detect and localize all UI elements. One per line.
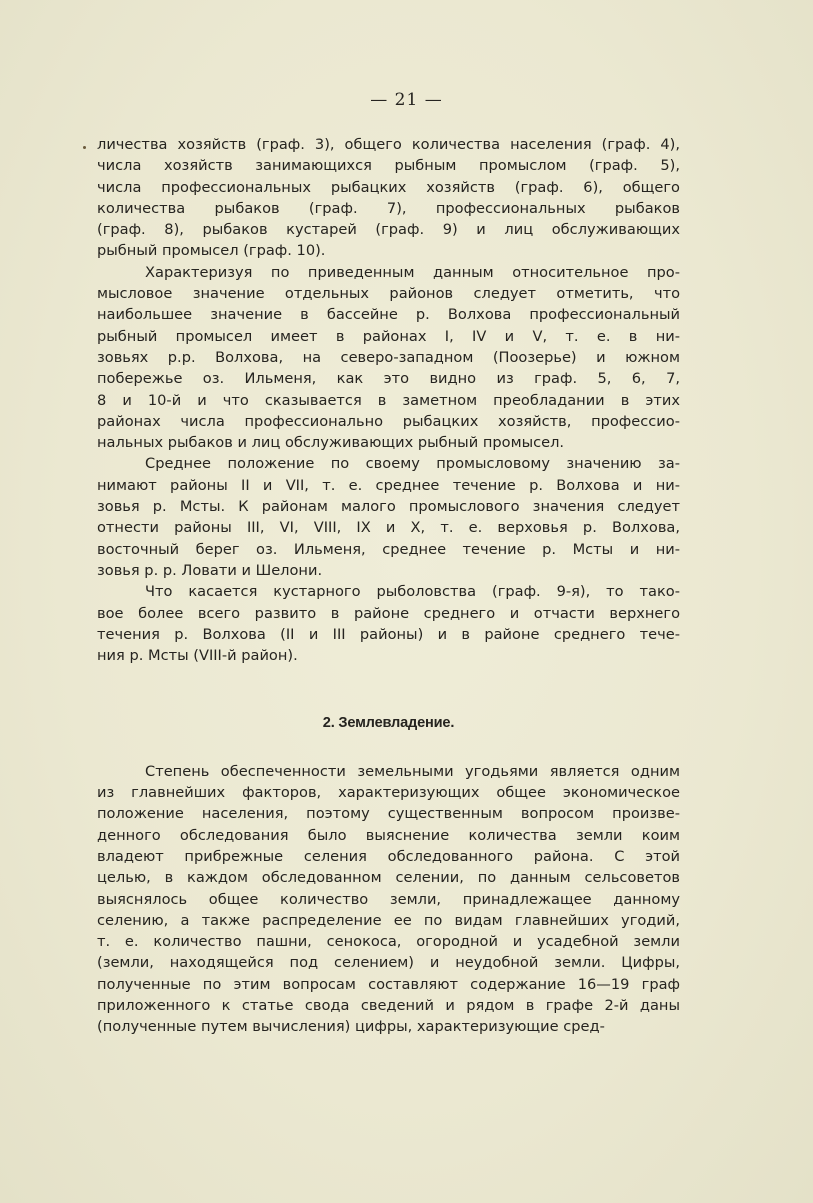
paragraph [97,262,680,454]
text-line: восточный берег оз. Ильменя, среднее течение р. Мсты и ни- [97,540,680,558]
text-line: приложенного к статье свода сведений и рядом в графе 2-й даны [97,996,680,1014]
text-line: Среднее положение по своему промысловому значению за- [145,455,680,473]
text-line: Что касается кустарного рыболовства (граф. 9-я), то тако- [145,583,680,601]
text-line: зовьях р.р. Волхова, на северо-западном (Поозерье) и южном [97,348,680,366]
text-line: из главнейших факторов, характеризующих общее экономическое [97,784,680,802]
text-line: личества хозяйств (граф. 3), общего количества населения (граф. 4), [97,136,680,153]
text-line: (земли, находящейся под селением) и неудобной земли. Цифры, [97,954,680,972]
text-line: мысловое значение отдельных районов следует отметить, что [97,285,680,303]
text-line: вое более всего развито в районе среднего и отчасти верхнего [97,604,680,622]
text-block-fishery [97,134,680,666]
ink-speck [83,146,86,149]
text-line: районах числа профессионально рыбацких хозяйств, профессио- [97,412,680,430]
text-line: течения р. Волхова (II и III районы) и в районе среднего тече- [97,625,680,643]
paragraph [97,761,680,1038]
text-line: Степень обеспеченности земельными угодьями является одним [145,762,680,780]
text-line: (полученные путем вычисления) цифры, характеризующие сред- [97,1018,605,1036]
paragraph [97,134,680,262]
paragraph [97,581,680,666]
text-line: числа хозяйств занимающихся рыбным промыслом (граф. 5), [97,157,680,175]
paragraph [97,453,680,581]
text-line: владеют прибрежные селения обследованного района. С этой [97,847,680,865]
text-line: полученные по этим вопросам составляют содержание 16—19 граф [97,975,680,993]
text-line: рыбный промысел (граф. 10). [97,242,326,260]
text-line: Характеризуя по приведенным данным относительное про- [145,263,680,281]
text-line: зовья р. р. Ловати и Шелони. [97,561,323,579]
text-line: целью, в каждом обследованном селении, по данным сельсоветов [97,869,680,887]
text-line: т. е. количество пашни, сенокоса, огородной и усадебной земли [97,933,680,951]
text-line: нальных рыбаков и лиц обслуживающих рыбный промысел. [97,434,565,452]
text-line: отнести районы III, VI, VIII, IX и X, т. е. верховья р. Волхова, [97,519,680,537]
page-number: — 21 — [370,90,443,110]
text-line: выяснялось общее количество земли, принадлежащее данному [97,890,680,908]
body-text [97,134,680,1038]
text-line: наибольшее значение в бассейне р. Волхова профессиональный [97,306,680,324]
text-line: зовья р. Мсты. К районам малого промыслового значения следует [97,498,680,516]
text-line: количества рыбаков (граф. 7), профессиональных рыбаков [97,199,680,217]
text-line: положение населения, поэтому существенным вопросом произве- [97,805,680,823]
text-line: (граф. 8), рыбаков кустарей (граф. 9) и лиц обслуживающих [97,221,680,239]
text-line: денного обследования было выяснение количества земли коим [97,826,680,844]
section-heading: 2. Землевладение. [322,715,455,732]
text-line: нимают районы II и VII, т. е. среднее течение р. Волхова и ни- [97,476,680,494]
text-line: селению, а также распределение ее по видам главнейших угодий, [97,911,680,929]
text-block-land-ownership [97,761,680,1038]
text-line: 8 и 10-й и что сказывается в заметном преобладании в этих [97,391,680,409]
text-line: побережье оз. Ильменя, как это видно из граф. 5, 6, 7, [97,370,680,388]
text-line: ния р. Мсты (VIII-й район). [97,647,298,665]
text-line: числа профессиональных рыбацких хозяйств (граф. 6), общего [97,178,680,196]
text-line: рыбный промысел имеет в районах I, IV и V, т. е. в ни- [97,327,680,345]
